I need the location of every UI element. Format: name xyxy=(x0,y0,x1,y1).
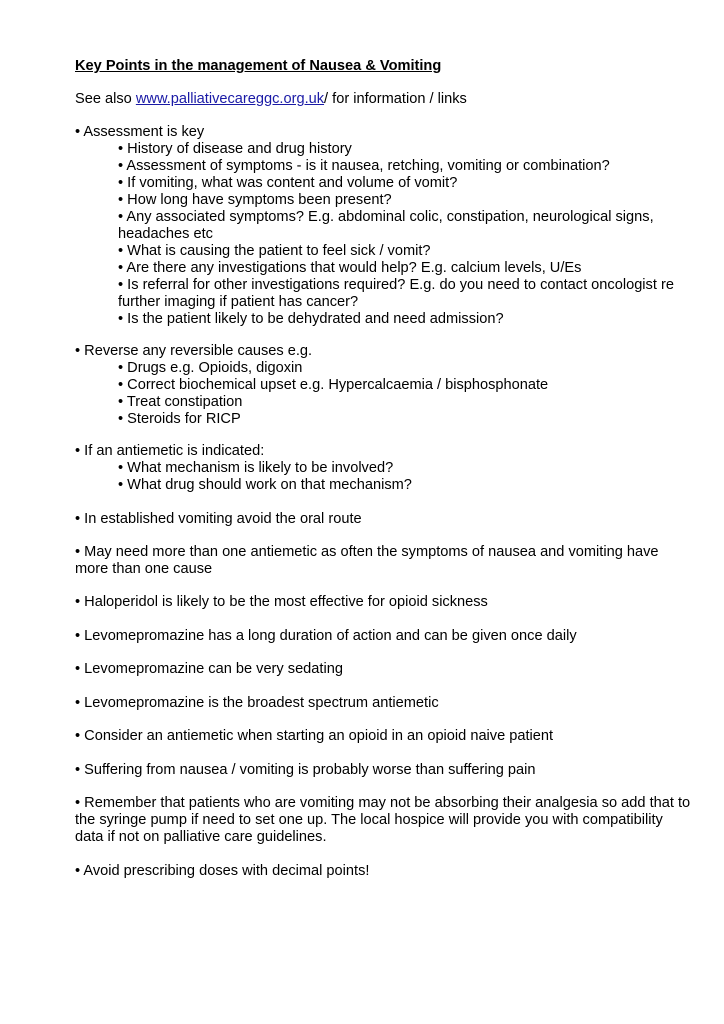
list-item: • Assessment of symptoms - is it nausea, retching, vomiting or combination? xyxy=(118,158,610,174)
key-point: • Levomepromazine has a long duration of action and can be given once daily xyxy=(75,628,577,644)
list-item: • Are there any investigations that would help? E.g. calcium levels, U/Es xyxy=(118,260,582,276)
key-point: • Avoid prescribing doses with decimal points! xyxy=(75,863,370,879)
list-item: • Drugs e.g. Opioids, digoxin xyxy=(118,360,303,376)
list-item: • History of disease and drug history xyxy=(118,141,352,157)
see-also-suffix: / for information / links xyxy=(324,91,467,107)
key-point: • May need more than one antiemetic as often the symptoms of nausea and vomiting have more than one cause xyxy=(75,544,659,577)
list-item: • What drug should work on that mechanism? xyxy=(118,477,412,493)
antiemetic-list xyxy=(75,460,695,494)
antiemetic-heading: • If an antiemetic is indicated: xyxy=(75,443,265,459)
assessment-list xyxy=(75,141,695,328)
list-item: • If vomiting, what was content and volume of vomit? xyxy=(118,175,458,191)
list-item: • Is the patient likely to be dehydrated and need admission? xyxy=(118,311,504,327)
key-point: • Haloperidol is likely to be the most effective for opioid sickness xyxy=(75,594,488,610)
list-item: • Correct biochemical upset e.g. Hypercalcaemia / bisphosphonate xyxy=(118,377,549,393)
list-item: • Steroids for RICP xyxy=(118,411,241,427)
antiemetic-section xyxy=(75,443,695,494)
see-also-line xyxy=(75,91,467,108)
list-item: • What mechanism is likely to be involved? xyxy=(118,460,394,476)
list-item: • Is referral for other investigations required? E.g. do you need to contact oncologist re further imaging if patient has cancer? xyxy=(118,277,674,310)
reverse-causes-section xyxy=(75,343,695,428)
list-item: • Treat constipation xyxy=(118,394,243,410)
key-point: • In established vomiting avoid the oral route xyxy=(75,511,362,527)
key-point: • Levomepromazine can be very sedating xyxy=(75,661,343,677)
page-title: Key Points in the management of Nausea & Vomiting xyxy=(75,58,442,74)
assessment-section xyxy=(75,124,695,328)
list-item: • How long have symptoms been present? xyxy=(118,192,392,208)
key-point: • Remember that patients who are vomiting may not be absorbing their analgesia so add that to the syringe pump if need to set one up. The local hospice will provide you with compatibility data if not on palliative care guidelines. xyxy=(75,795,691,845)
list-item: • Any associated symptoms? E.g. abdominal colic, constipation, neurological signs, headaches etc xyxy=(118,209,654,242)
key-point: • Levomepromazine is the broadest spectrum antiemetic xyxy=(75,695,439,711)
key-point: • Suffering from nausea / vomiting is probably worse than suffering pain xyxy=(75,762,536,778)
website-link[interactable]: www.palliativecareggc.org.uk xyxy=(135,91,325,107)
assessment-heading: • Assessment is key xyxy=(75,124,205,140)
see-also-prefix: See also xyxy=(75,91,136,107)
list-item: • What is causing the patient to feel sick / vomit? xyxy=(118,243,431,259)
key-point: • Consider an antiemetic when starting an opioid in an opioid naive patient xyxy=(75,728,554,744)
reverse-list xyxy=(75,360,695,428)
reverse-heading: • Reverse any reversible causes e.g. xyxy=(75,343,313,359)
